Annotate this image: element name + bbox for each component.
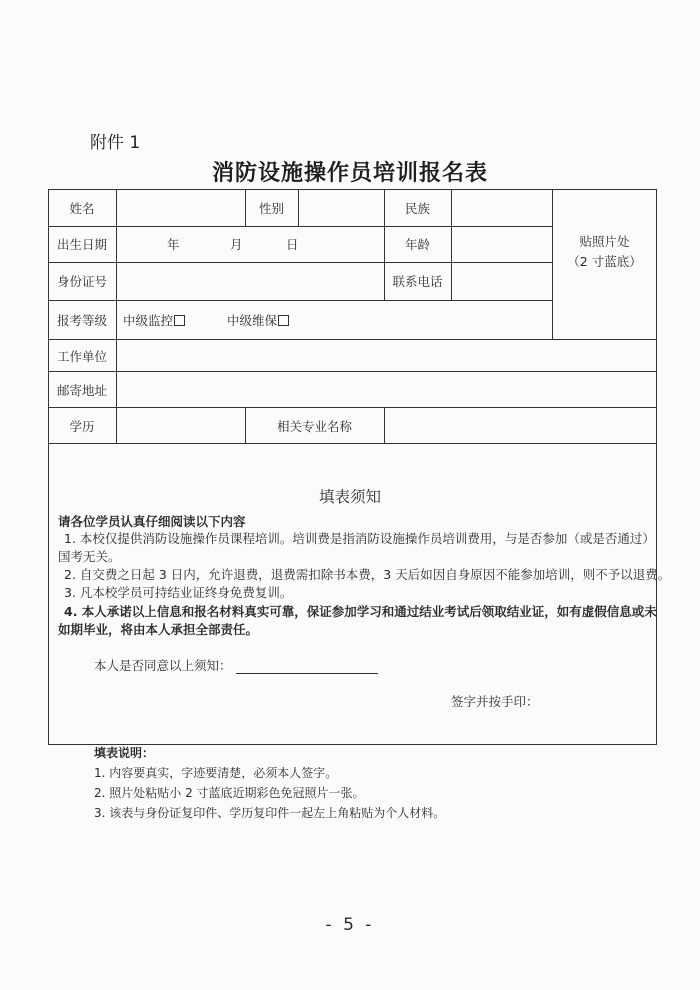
education-field[interactable] [118,412,243,440]
row-line [48,262,552,263]
gender-label: 性别 [258,201,284,216]
fill-notes-title: 填表说明： [94,746,155,760]
notice-item-4: 4. 本人承诺以上信息和报名材料真实可靠，保证参加学习和通过结业考试后领取结业证，如有虚假信息或未 [64,604,657,619]
age-label: 年龄 [404,237,430,252]
employer-field[interactable] [118,343,654,369]
photo-placeholder [552,232,657,272]
notice-item-1-cont: 国考无关。 [58,549,121,564]
notice-item-4-cont: 如期毕业，将由本人承担全部责任。 [58,622,259,637]
col-line [451,189,452,300]
age-field[interactable] [453,230,550,258]
birth-day-unit: 日 [286,237,299,252]
row-line [48,339,657,340]
ethnicity-field[interactable] [453,194,550,222]
form-title: 消防设施操作员培训报名表 [211,160,488,186]
photo-label: 贴照片处 [579,234,630,249]
attachment-label: 附件 1 [90,133,141,153]
col-line [116,189,117,443]
level-option-monitoring-label: 中级监控 [123,313,174,328]
level-option-monitoring[interactable] [123,311,185,329]
notice-title: 填表须知 [318,488,381,506]
col-line [298,189,299,226]
birth-year-unit: 年 [167,237,180,252]
agreement-input[interactable] [236,659,378,674]
row-line [48,407,657,408]
fill-note-1: 1. 内容要真实，字迹要清楚，必须本人签字。 [94,766,338,780]
education-label: 学历 [69,419,95,434]
gender-field[interactable] [300,194,382,222]
agreement-label: 本人是否同意以上须知： [94,658,232,673]
notice-item-2: 2. 自交费之日起 3 日内，允许退费，退费需扣除书本费，3 天后如因自身原因不能参加培训，则不予以退费。 [64,567,671,582]
name-label: 姓名 [69,201,95,216]
birth-date-label: 出生日期 [56,237,107,252]
col-line [384,407,385,443]
notice-intro: 请各位学员认真仔细阅读以下内容 [58,514,246,529]
phone-label: 联系电话 [392,274,443,289]
fill-note-2: 2. 照片处粘贴小 2 寸蓝底近期彩色免冠照片一张。 [94,786,365,800]
page-number: - 5 - [325,915,375,935]
ethnicity-label: 民族 [404,201,430,216]
row-line [48,300,552,301]
employer-label: 工作单位 [56,349,107,364]
major-field[interactable] [386,412,654,440]
signature-label: 签字并按手印： [451,694,539,709]
phone-field[interactable] [453,267,550,295]
row-line [48,443,657,444]
id-number-field[interactable] [118,267,382,295]
checkbox-icon[interactable] [174,315,185,326]
id-number-label: 身份证号 [56,274,107,289]
major-label: 相关专业名称 [276,419,352,434]
level-option-maintenance[interactable] [227,311,289,329]
agreement-line [94,657,378,674]
mailing-address-label: 邮寄地址 [56,383,107,398]
row-line [48,371,657,372]
notice-item-3: 3. 凡本校学员可持结业证终身免费复训。 [64,585,293,600]
row-line [48,226,552,227]
exam-level-label: 报考等级 [56,313,107,328]
level-option-maintenance-label: 中级维保 [227,313,278,328]
mailing-address-field[interactable] [118,376,654,404]
birth-month-unit: 月 [230,237,243,252]
checkbox-icon[interactable] [278,315,289,326]
name-field[interactable] [118,194,243,222]
fill-note-3: 3. 该表与身份证复印件、学历复印件一起左上角粘贴为个人材料。 [94,806,446,820]
photo-size-note: （2 寸蓝底） [567,254,642,269]
notice-item-1: 1. 本校仅提供消防设施操作员课程培训。培训费是指消防设施操作员培训费用，与是否参加（或是否通过） [64,531,655,546]
